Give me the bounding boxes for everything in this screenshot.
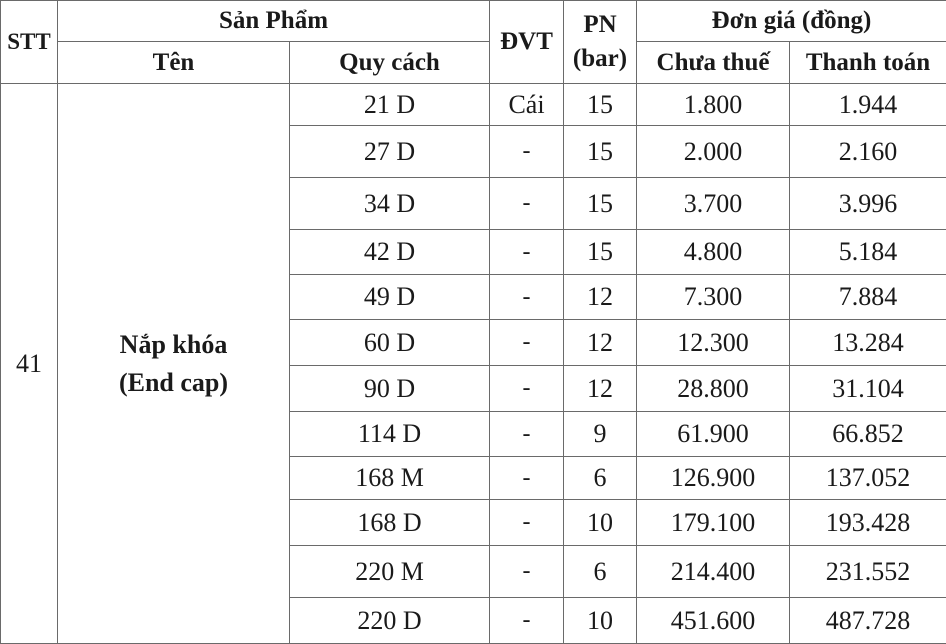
pn-cell: 12	[564, 275, 637, 320]
payment-cell: 231.552	[790, 546, 946, 598]
unit-header: ĐVT	[490, 1, 564, 84]
table-body	[1, 84, 946, 644]
before-tax-cell: 2.000	[637, 126, 790, 178]
payment-header: Thanh toán	[790, 42, 946, 84]
unit-cell: -	[490, 366, 564, 412]
pn-cell: 12	[564, 320, 637, 366]
header-row-top	[1, 1, 946, 42]
header-row-bottom	[1, 42, 946, 84]
pn-header-bottom: (bar)	[564, 45, 636, 73]
spec-cell: 34 D	[290, 178, 490, 230]
spec-cell: 168 D	[290, 500, 490, 546]
unit-cell: -	[490, 126, 564, 178]
unit-cell: -	[490, 320, 564, 366]
payment-cell: 487.728	[790, 598, 946, 644]
pn-cell: 12	[564, 366, 637, 412]
before-tax-cell: 7.300	[637, 275, 790, 320]
unit-cell: -	[490, 178, 564, 230]
spec-cell: 90 D	[290, 366, 490, 412]
spec-header: Quy cách	[290, 42, 490, 84]
before-tax-cell: 3.700	[637, 178, 790, 230]
before-tax-cell: 1.800	[637, 84, 790, 126]
before-tax-cell: 12.300	[637, 320, 790, 366]
pn-cell: 6	[564, 546, 637, 598]
payment-cell: 137.052	[790, 457, 946, 500]
pn-cell: 15	[564, 126, 637, 178]
table-row	[1, 84, 946, 126]
payment-cell: 2.160	[790, 126, 946, 178]
unit-cell: -	[490, 598, 564, 644]
payment-cell: 31.104	[790, 366, 946, 412]
unit-cell: -	[490, 500, 564, 546]
pn-header	[564, 1, 637, 84]
name-header: Tên	[58, 42, 290, 84]
product-name-line1: Nắp khóa	[58, 326, 289, 364]
payment-cell: 7.884	[790, 275, 946, 320]
stt-cell: 41	[1, 84, 58, 644]
payment-cell: 3.996	[790, 178, 946, 230]
pn-cell: 10	[564, 500, 637, 546]
spec-cell: 60 D	[290, 320, 490, 366]
before-tax-cell: 126.900	[637, 457, 790, 500]
before-tax-cell: 214.400	[637, 546, 790, 598]
pn-cell: 10	[564, 598, 637, 644]
before-tax-cell: 451.600	[637, 598, 790, 644]
product-header: Sản Phẩm	[58, 1, 490, 42]
payment-cell: 5.184	[790, 230, 946, 275]
unit-cell: -	[490, 275, 564, 320]
spec-cell: 168 M	[290, 457, 490, 500]
spec-cell: 220 M	[290, 546, 490, 598]
pn-cell: 15	[564, 230, 637, 275]
payment-cell: 193.428	[790, 500, 946, 546]
price-header: Đơn giá (đồng)	[637, 1, 946, 42]
payment-cell: 66.852	[790, 412, 946, 457]
payment-cell: 1.944	[790, 84, 946, 126]
unit-cell: -	[490, 546, 564, 598]
before-tax-cell: 28.800	[637, 366, 790, 412]
unit-cell: -	[490, 230, 564, 275]
unit-cell: -	[490, 457, 564, 500]
pn-header-top: PN	[564, 11, 636, 39]
before-tax-cell: 4.800	[637, 230, 790, 275]
pn-cell: 6	[564, 457, 637, 500]
pn-cell: 15	[564, 84, 637, 126]
product-name-line2: (End cap)	[58, 364, 289, 402]
product-name-cell	[58, 84, 290, 644]
stt-header: STT	[1, 1, 58, 84]
before-tax-cell: 61.900	[637, 412, 790, 457]
spec-cell: 49 D	[290, 275, 490, 320]
spec-cell: 114 D	[290, 412, 490, 457]
spec-cell: 220 D	[290, 598, 490, 644]
payment-cell: 13.284	[790, 320, 946, 366]
before-tax-header: Chưa thuế	[637, 42, 790, 84]
unit-cell: Cái	[490, 84, 564, 126]
spec-cell: 42 D	[290, 230, 490, 275]
spec-cell: 27 D	[290, 126, 490, 178]
before-tax-cell: 179.100	[637, 500, 790, 546]
spec-cell: 21 D	[290, 84, 490, 126]
pn-cell: 9	[564, 412, 637, 457]
pn-cell: 15	[564, 178, 637, 230]
unit-cell: -	[490, 412, 564, 457]
